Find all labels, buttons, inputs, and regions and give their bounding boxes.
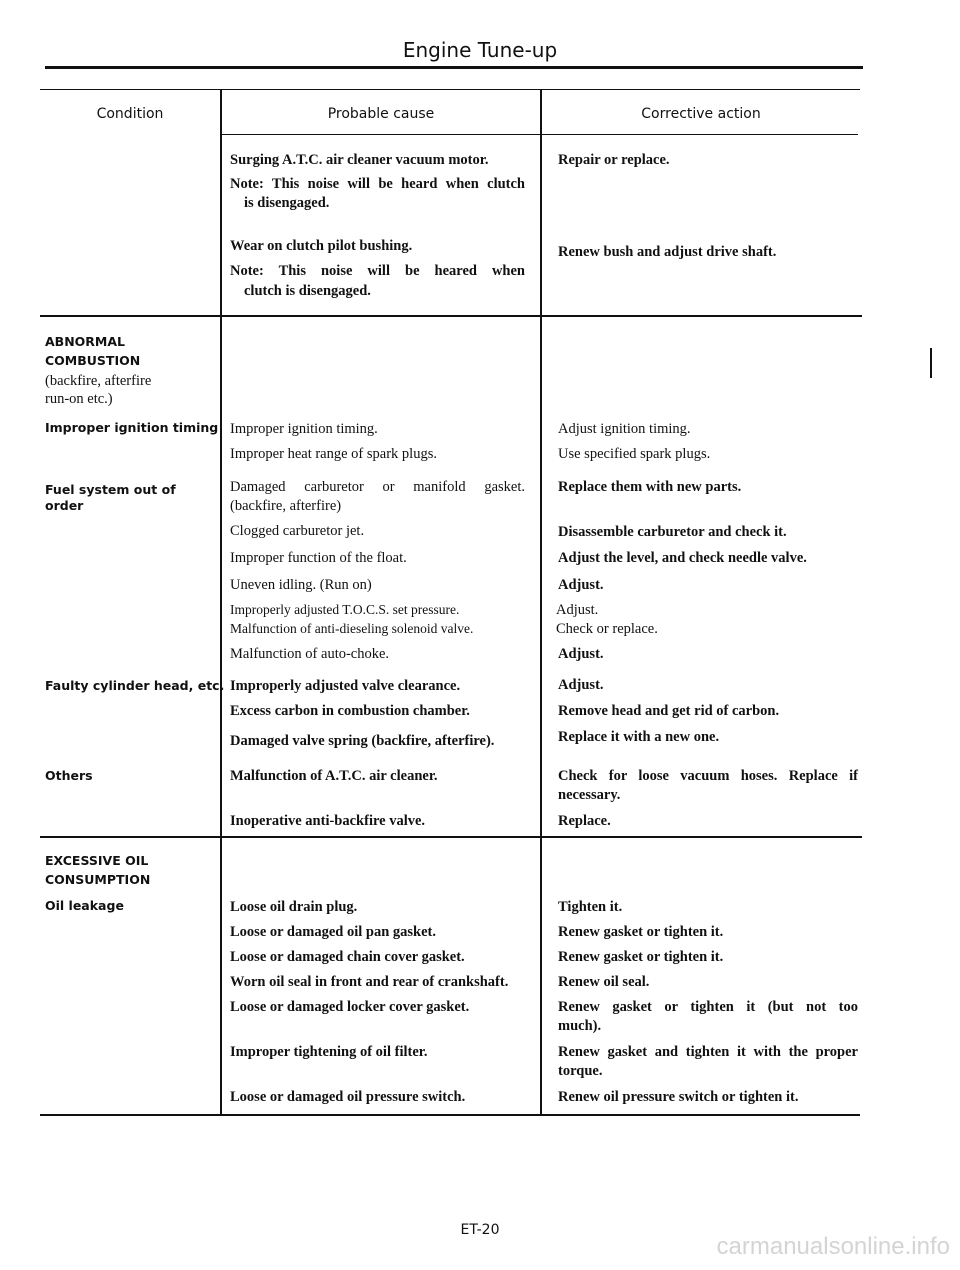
cause-text: Improper ignition timing. bbox=[230, 421, 378, 437]
page-number: ET-20 bbox=[460, 1222, 500, 1238]
action-text: Replace. bbox=[558, 813, 611, 829]
condition-heading: run-on etc.) bbox=[45, 391, 113, 407]
action-text: Adjust. bbox=[558, 577, 604, 593]
cause-text: Loose or damaged oil pressure switch. bbox=[230, 1089, 466, 1105]
cause-text: (backfire, afterfire) bbox=[230, 498, 342, 514]
action-text: Renew gasket and tighten it with the proper bbox=[558, 1044, 858, 1060]
action-text: Renew oil seal. bbox=[558, 974, 650, 990]
cause-text: Loose or damaged locker cover gasket. bbox=[230, 999, 470, 1015]
cause-text: clutch is disengaged. bbox=[244, 283, 371, 299]
action-text: Replace it with a new one. bbox=[558, 729, 720, 745]
cause-text: Inoperative anti-backfire valve. bbox=[230, 813, 426, 829]
action-text: Renew gasket or tighten it (but not too bbox=[558, 999, 858, 1015]
subcondition: Oil leakage bbox=[45, 898, 124, 913]
subcondition: Faulty cylinder head, etc. bbox=[45, 678, 225, 693]
condition-heading: CONSUMPTION bbox=[45, 872, 151, 887]
table-bottom-rule bbox=[40, 1114, 860, 1116]
action-text: Adjust. bbox=[556, 602, 599, 618]
cause-text: Improperly adjusted valve clearance. bbox=[230, 678, 461, 694]
action-text: necessary. bbox=[558, 787, 621, 803]
action-text: Remove head and get rid of carbon. bbox=[558, 703, 780, 719]
cause-text: Surging A.T.C. air cleaner vacuum motor. bbox=[230, 152, 489, 168]
action-text: Renew bush and adjust drive shaft. bbox=[558, 244, 777, 260]
cause-text: Malfunction of anti-dieseling solenoid valve. bbox=[230, 621, 474, 636]
action-text: Adjust the level, and check needle valve. bbox=[558, 550, 807, 566]
column-header-condition: Condition bbox=[96, 106, 164, 122]
header-rule bbox=[45, 66, 863, 69]
action-text: Renew gasket or tighten it. bbox=[558, 924, 724, 940]
condition-column-divider bbox=[220, 90, 222, 1115]
column-header-probable-cause: Probable cause bbox=[327, 106, 435, 122]
text-cursor bbox=[930, 348, 932, 378]
action-text: Renew gasket or tighten it. bbox=[558, 949, 724, 965]
cause-text: Uneven idling. (Run on) bbox=[230, 577, 372, 593]
subcondition: Fuel system out of bbox=[45, 482, 176, 497]
action-text: Check or replace. bbox=[556, 621, 658, 637]
cause-text: Loose or damaged chain cover gasket. bbox=[230, 949, 465, 965]
action-text: torque. bbox=[558, 1063, 603, 1079]
cause-text: Damaged valve spring (backfire, afterfire). bbox=[230, 733, 495, 749]
column-header-rule-top bbox=[40, 89, 860, 90]
cause-text: Malfunction of A.T.C. air cleaner. bbox=[230, 768, 438, 784]
action-text: Adjust. bbox=[558, 677, 604, 693]
condition-heading: EXCESSIVE OIL bbox=[45, 853, 149, 868]
column-header-corrective-action: Corrective action bbox=[641, 106, 761, 122]
action-text: Check for loose vacuum hoses. Replace if bbox=[558, 768, 858, 784]
cause-text: Damaged carburetor or manifold gasket. bbox=[230, 479, 525, 495]
cause-text: Loose oil drain plug. bbox=[230, 899, 358, 915]
subcondition: order bbox=[45, 498, 84, 513]
cause-text: Improper tightening of oil filter. bbox=[230, 1044, 428, 1060]
cause-column-divider bbox=[540, 90, 542, 1115]
cause-text: Improper function of the float. bbox=[230, 550, 407, 566]
section-divider bbox=[40, 315, 862, 317]
section-divider bbox=[40, 836, 862, 838]
cause-text: Improperly adjusted T.O.C.S. set pressure. bbox=[230, 602, 460, 617]
action-text: Use specified spark plugs. bbox=[558, 446, 711, 462]
cause-text: Wear on clutch pilot bushing. bbox=[230, 238, 413, 254]
cause-text: Worn oil seal in front and rear of crankshaft. bbox=[230, 974, 509, 990]
cause-text: Improper heat range of spark plugs. bbox=[230, 446, 437, 462]
column-header-rule-bottom bbox=[222, 134, 858, 135]
cause-text: Loose or damaged oil pan gasket. bbox=[230, 924, 436, 940]
action-text: Replace them with new parts. bbox=[558, 479, 742, 495]
action-text: Adjust ignition timing. bbox=[558, 421, 691, 437]
cause-text: Clogged carburetor jet. bbox=[230, 523, 365, 539]
action-text: Renew oil pressure switch or tighten it. bbox=[558, 1089, 799, 1105]
watermark: carmanualsonline.info bbox=[716, 1233, 950, 1260]
cause-text: Note: This noise will be heared when bbox=[230, 263, 525, 279]
action-text: Disassemble carburetor and check it. bbox=[558, 524, 787, 540]
action-text: Adjust. bbox=[558, 646, 604, 662]
action-text: Repair or replace. bbox=[558, 152, 670, 168]
condition-heading: COMBUSTION bbox=[45, 353, 141, 368]
cause-text: Note: This noise will be heard when clutch bbox=[230, 176, 525, 192]
page-title: Engine Tune-up bbox=[402, 38, 558, 62]
cause-text: is disengaged. bbox=[244, 195, 330, 211]
condition-heading: ABNORMAL bbox=[45, 334, 125, 349]
subcondition: Improper ignition timing bbox=[45, 420, 219, 435]
action-text: Tighten it. bbox=[558, 899, 623, 915]
cause-text: Excess carbon in combustion chamber. bbox=[230, 703, 470, 719]
cause-text: Malfunction of auto-choke. bbox=[230, 646, 390, 662]
condition-heading: (backfire, afterfire bbox=[45, 373, 152, 389]
action-text: much). bbox=[558, 1018, 602, 1034]
subcondition: Others bbox=[45, 768, 93, 783]
